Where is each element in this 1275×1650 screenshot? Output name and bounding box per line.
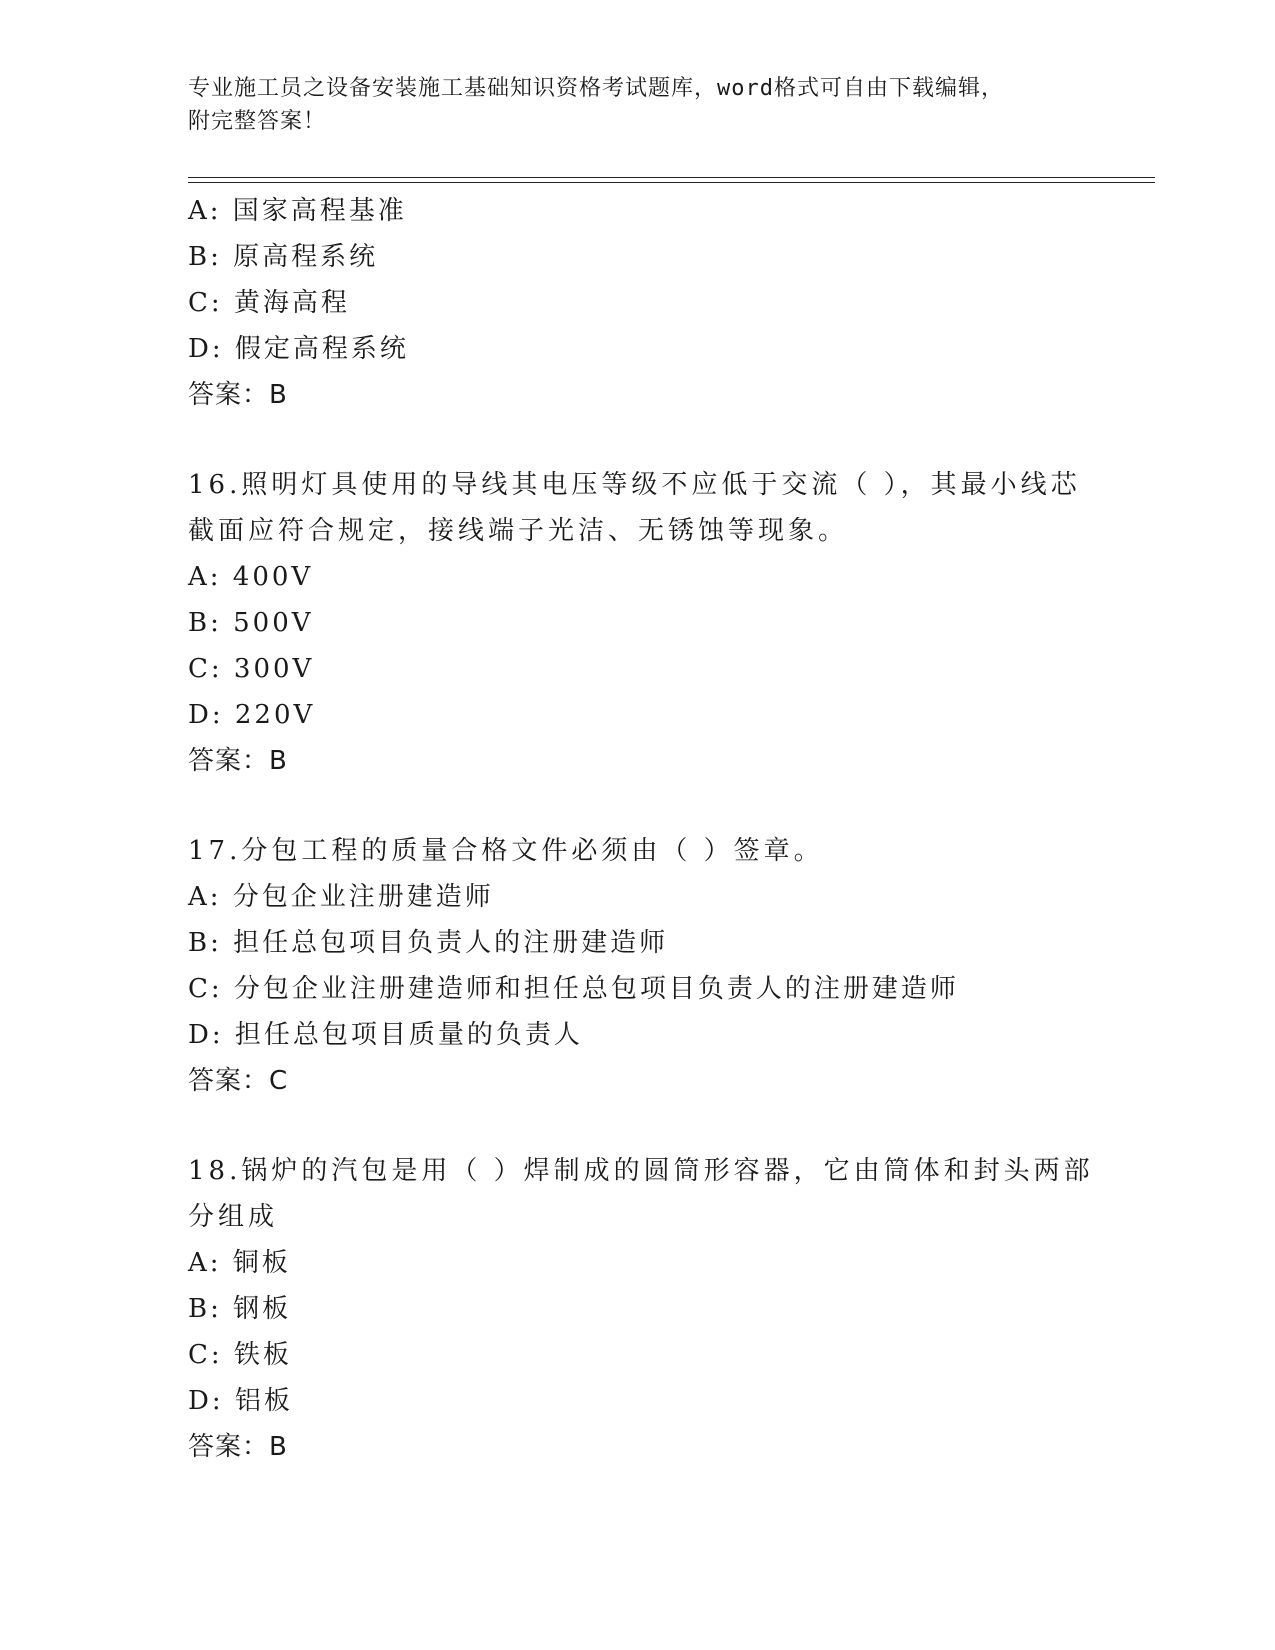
option-a: A: 铜板	[188, 1248, 291, 1278]
answer-line: 答案：B	[188, 746, 288, 776]
option-c: C: 300V	[188, 654, 315, 684]
option-b: B: 担任总包项目负责人的注册建造师	[188, 928, 669, 958]
header-divider-top	[188, 177, 1155, 178]
header-title-line-1: 专业施工员之设备安装施工基础知识资格考试题库，word格式可自由下载编辑，	[188, 76, 1004, 101]
header-divider-bottom	[188, 182, 1155, 183]
option-a: A: 国家高程基准	[188, 196, 407, 226]
question-17	[188, 828, 1148, 1104]
option-d: D: 担任总包项目质量的负责人	[188, 1020, 583, 1050]
question-16	[188, 462, 1148, 784]
question-15-partial	[188, 188, 1148, 418]
option-b: B: 原高程系统	[188, 242, 379, 272]
answer-line: 答案：C	[188, 1066, 289, 1096]
question-stem-line: 17.分包工程的质量合格文件必须由（ ）签章。	[188, 836, 824, 866]
question-stem-line: 18.锅炉的汽包是用（ ）焊制成的圆筒形容器，它由筒体和封头两部	[188, 1156, 1094, 1186]
option-d: D: 假定高程系统	[188, 334, 409, 364]
option-c: C: 铁板	[188, 1340, 292, 1370]
option-c: C: 黄海高程	[188, 288, 350, 318]
question-stem-line: 截面应符合规定，接线端子光洁、无锈蚀等现象。	[188, 516, 849, 546]
question-list	[188, 188, 1148, 1470]
document-header	[188, 72, 1078, 138]
option-d: D: 铝板	[188, 1386, 293, 1416]
header-title-line-2: 附完整答案！	[188, 109, 327, 134]
option-a: A: 分包企业注册建造师	[188, 882, 494, 912]
question-stem-line: 16.照明灯具使用的导线其电压等级不应低于交流（ ），其最小线芯	[188, 470, 1081, 500]
option-c: C: 分包企业注册建造师和担任总包项目负责人的注册建造师	[188, 974, 959, 1004]
option-b: B: 钢板	[188, 1294, 292, 1324]
answer-line: 答案：B	[188, 1432, 288, 1462]
question-18	[188, 1148, 1148, 1470]
answer-line: 答案：B	[188, 380, 288, 410]
option-b: B: 500V	[188, 608, 314, 638]
option-a: A: 400V	[188, 562, 314, 592]
question-stem-line: 分组成	[188, 1202, 279, 1232]
option-d: D: 220V	[188, 700, 316, 730]
